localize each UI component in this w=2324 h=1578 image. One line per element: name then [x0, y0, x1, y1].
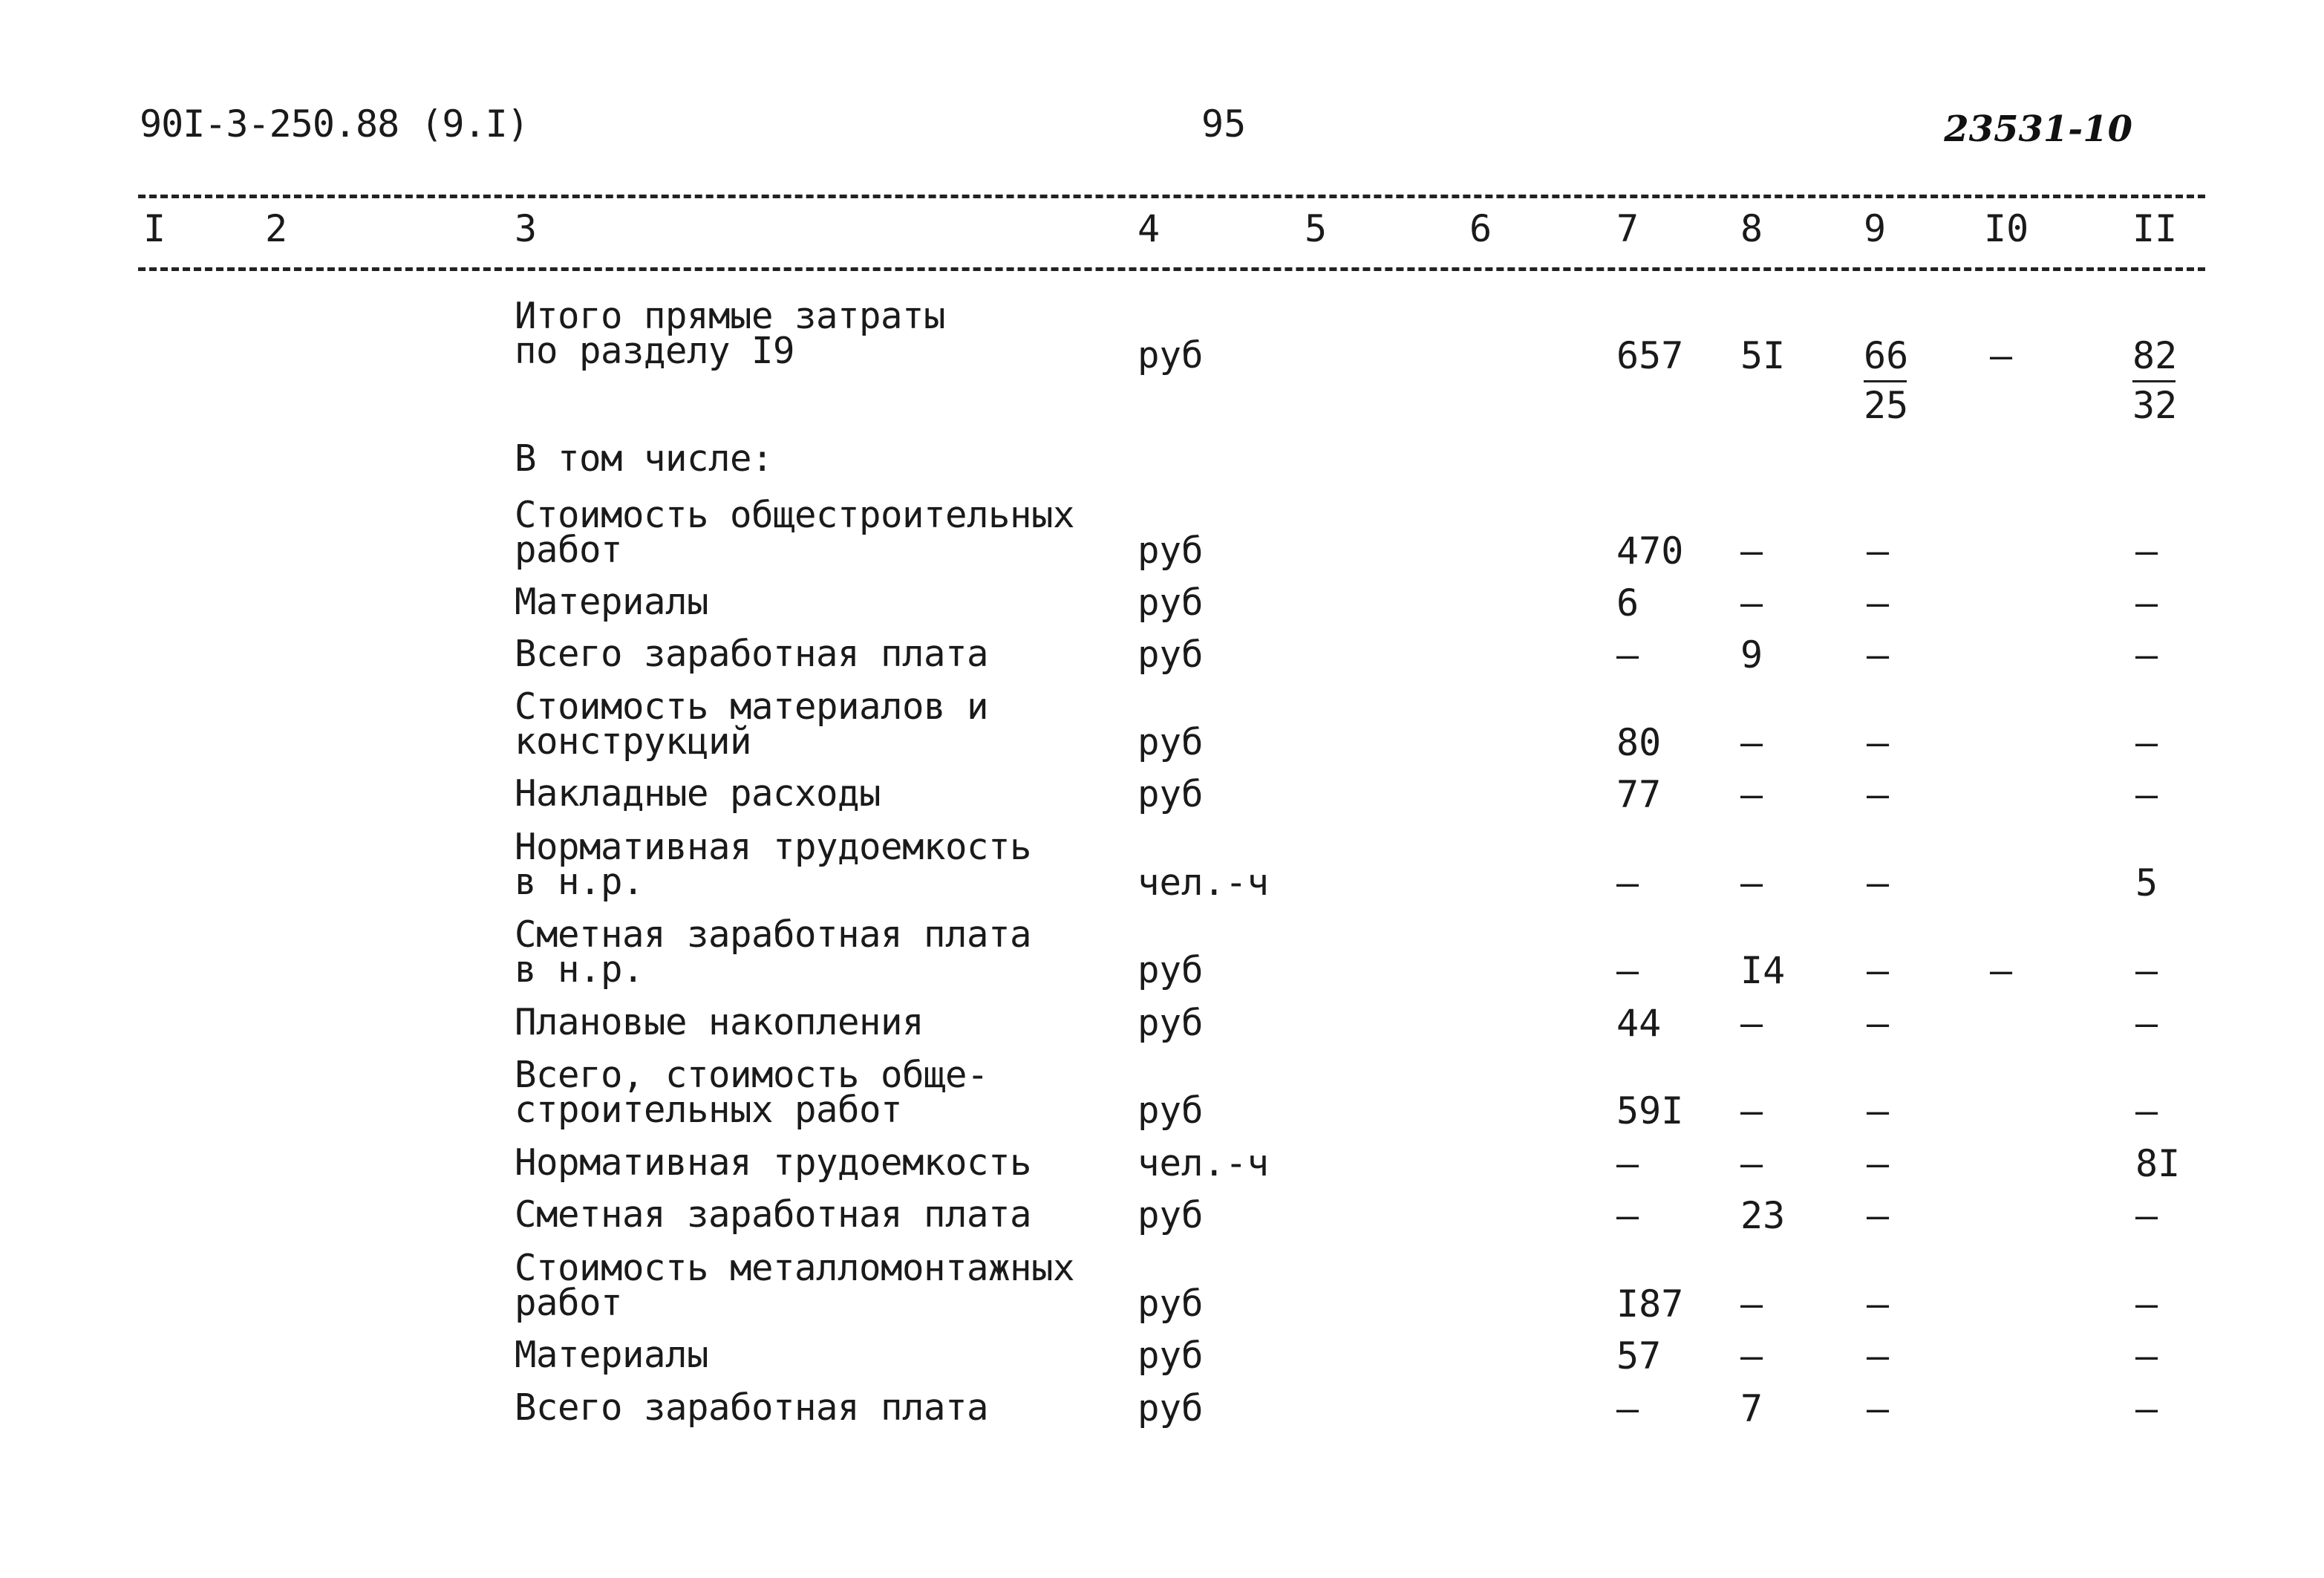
- cell-col9: –: [1867, 861, 1890, 904]
- page-number: 95: [1201, 102, 1247, 146]
- fraction-numerator: 66: [1864, 337, 1907, 382]
- cell-col11: –: [2135, 721, 2158, 764]
- table-top-rule: [138, 195, 2205, 198]
- row-unit: чел.-ч: [1137, 1142, 1270, 1184]
- row-name: Стоимость материалов и конструкций: [515, 685, 989, 763]
- column-number: II: [2132, 207, 2178, 250]
- row-name: В том числе:: [515, 437, 774, 480]
- cell-col8: –: [1740, 861, 1763, 904]
- column-number: 4: [1137, 207, 1161, 250]
- row-unit: руб: [1137, 581, 1204, 624]
- table-header-bottom-rule: [138, 267, 2205, 271]
- row-name: Накладные расходы: [515, 772, 881, 815]
- cell-col8: –: [1740, 581, 1763, 625]
- cell-col8: –: [1740, 1334, 1763, 1378]
- row-unit: руб: [1137, 773, 1204, 815]
- cell-col7: 44: [1616, 1002, 1662, 1045]
- cell-col7: 57: [1616, 1334, 1662, 1378]
- row-name: Итого прямые затраты по разделу I9: [515, 295, 946, 372]
- row-unit: руб: [1137, 721, 1204, 763]
- fraction-denominator: 32: [2132, 384, 2178, 427]
- cell-col7: 657: [1616, 334, 1684, 377]
- row-name: Сметная заработная плата в н.р.: [515, 913, 1032, 991]
- sheet-code-handwritten: 23531-10: [1944, 108, 2132, 150]
- cell-col8: –: [1740, 1002, 1763, 1045]
- cell-col11: –: [2135, 633, 2158, 676]
- row-name: Нормативная трудоемкость: [515, 1141, 1032, 1184]
- column-number: 9: [1864, 207, 1887, 250]
- cell-col7: 77: [1616, 773, 1662, 816]
- cell-col11: –: [2135, 949, 2158, 992]
- cell-col7: –: [1616, 633, 1639, 676]
- row-unit: руб: [1137, 1089, 1204, 1132]
- cell-col7: 80: [1616, 721, 1662, 764]
- cell-col11: –: [2135, 581, 2158, 625]
- cell-col11: –: [2135, 529, 2158, 573]
- cell-col9: –: [1867, 773, 1890, 816]
- row-name: Нормативная трудоемкость в н.р.: [515, 826, 1032, 903]
- row-unit: руб: [1137, 1194, 1204, 1236]
- cell-col11: –: [2135, 1194, 2158, 1237]
- cell-col9: –: [1867, 1002, 1890, 1045]
- cell-col11: –: [2135, 1334, 2158, 1378]
- cell-col7: 470: [1616, 529, 1684, 573]
- cell-col9: –: [1867, 1387, 1890, 1430]
- cell-col7: 6: [1616, 581, 1639, 625]
- column-number: 5: [1305, 207, 1328, 250]
- column-number: 8: [1740, 207, 1763, 250]
- cell-col7: –: [1616, 1387, 1639, 1430]
- cell-col8: –: [1740, 529, 1763, 573]
- row-name: Плановые накопления: [515, 1001, 924, 1043]
- cell-col11-fraction: [2132, 334, 2178, 427]
- cell-col11: 8I: [2135, 1142, 2181, 1185]
- cell-col9: –: [1867, 529, 1890, 573]
- cell-col8: –: [1740, 1142, 1763, 1185]
- cell-col9-fraction: [1864, 334, 1909, 427]
- fraction-numerator: 82: [2132, 337, 2176, 382]
- row-unit: руб: [1137, 1002, 1204, 1044]
- cell-col8: –: [1740, 721, 1763, 764]
- row-unit: руб: [1137, 334, 1204, 376]
- cell-col11: –: [2135, 1002, 2158, 1045]
- column-number: I0: [1984, 207, 2029, 250]
- cell-col7: –: [1616, 1194, 1639, 1237]
- row-unit: руб: [1137, 529, 1204, 572]
- document-code: 90I-3-250.88 (9.I): [140, 102, 529, 146]
- cell-col11: –: [2135, 773, 2158, 816]
- cell-col8: –: [1740, 773, 1763, 816]
- cell-col7: –: [1616, 1142, 1639, 1185]
- cell-col11: –: [2135, 1089, 2158, 1132]
- cell-col8: –: [1740, 1282, 1763, 1326]
- column-number: 2: [265, 207, 288, 250]
- column-number: I: [143, 207, 166, 250]
- cell-col7: 59I: [1616, 1089, 1684, 1132]
- cell-col9: –: [1867, 949, 1890, 992]
- cell-col7: I87: [1616, 1282, 1684, 1326]
- cell-col8: –: [1740, 1089, 1763, 1132]
- cell-col8: 5I: [1740, 334, 1786, 377]
- row-name: Всего, стоимость обще- строительных работ: [515, 1054, 989, 1131]
- fraction-denominator: 25: [1864, 384, 1909, 427]
- cell-col9: –: [1867, 721, 1890, 764]
- cell-col7: –: [1616, 861, 1639, 904]
- cell-col8: 7: [1740, 1387, 1763, 1430]
- cell-col9: –: [1867, 633, 1890, 676]
- row-unit: руб: [1137, 1334, 1204, 1377]
- row-name: Материалы: [515, 581, 709, 623]
- cell-col11: 5: [2135, 861, 2158, 904]
- cell-col8: 23: [1740, 1194, 1786, 1237]
- column-number: 7: [1616, 207, 1639, 250]
- cell-col10: –: [1990, 949, 2013, 992]
- cell-col9: –: [1867, 1089, 1890, 1132]
- cell-col7: –: [1616, 949, 1639, 992]
- cell-col11: –: [2135, 1387, 2158, 1430]
- row-name: Материалы: [515, 1334, 709, 1376]
- cell-col9: –: [1867, 1142, 1890, 1185]
- cell-col8: 9: [1740, 633, 1763, 676]
- cell-col8: I4: [1740, 949, 1786, 992]
- column-number: 6: [1469, 207, 1492, 250]
- row-unit: руб: [1137, 633, 1204, 676]
- column-number: 3: [515, 207, 538, 250]
- row-unit: чел.-ч: [1137, 861, 1270, 904]
- row-name: Стоимость металломонтажных работ: [515, 1247, 1075, 1324]
- cell-col9: –: [1867, 1334, 1890, 1378]
- row-unit: руб: [1137, 1387, 1204, 1429]
- row-name: Всего заработная плата: [515, 633, 989, 675]
- cell-col10: –: [1990, 334, 2013, 377]
- row-unit: руб: [1137, 949, 1204, 991]
- cell-col11: –: [2135, 1282, 2158, 1326]
- cell-col9: –: [1867, 581, 1890, 625]
- row-name: Стоимость общестроительных работ: [515, 494, 1075, 571]
- cell-col9: –: [1867, 1194, 1890, 1237]
- row-unit: руб: [1137, 1282, 1204, 1325]
- row-name: Сметная заработная плата: [515, 1193, 1032, 1236]
- row-name: Всего заработная плата: [515, 1386, 989, 1429]
- cell-col9: –: [1867, 1282, 1890, 1326]
